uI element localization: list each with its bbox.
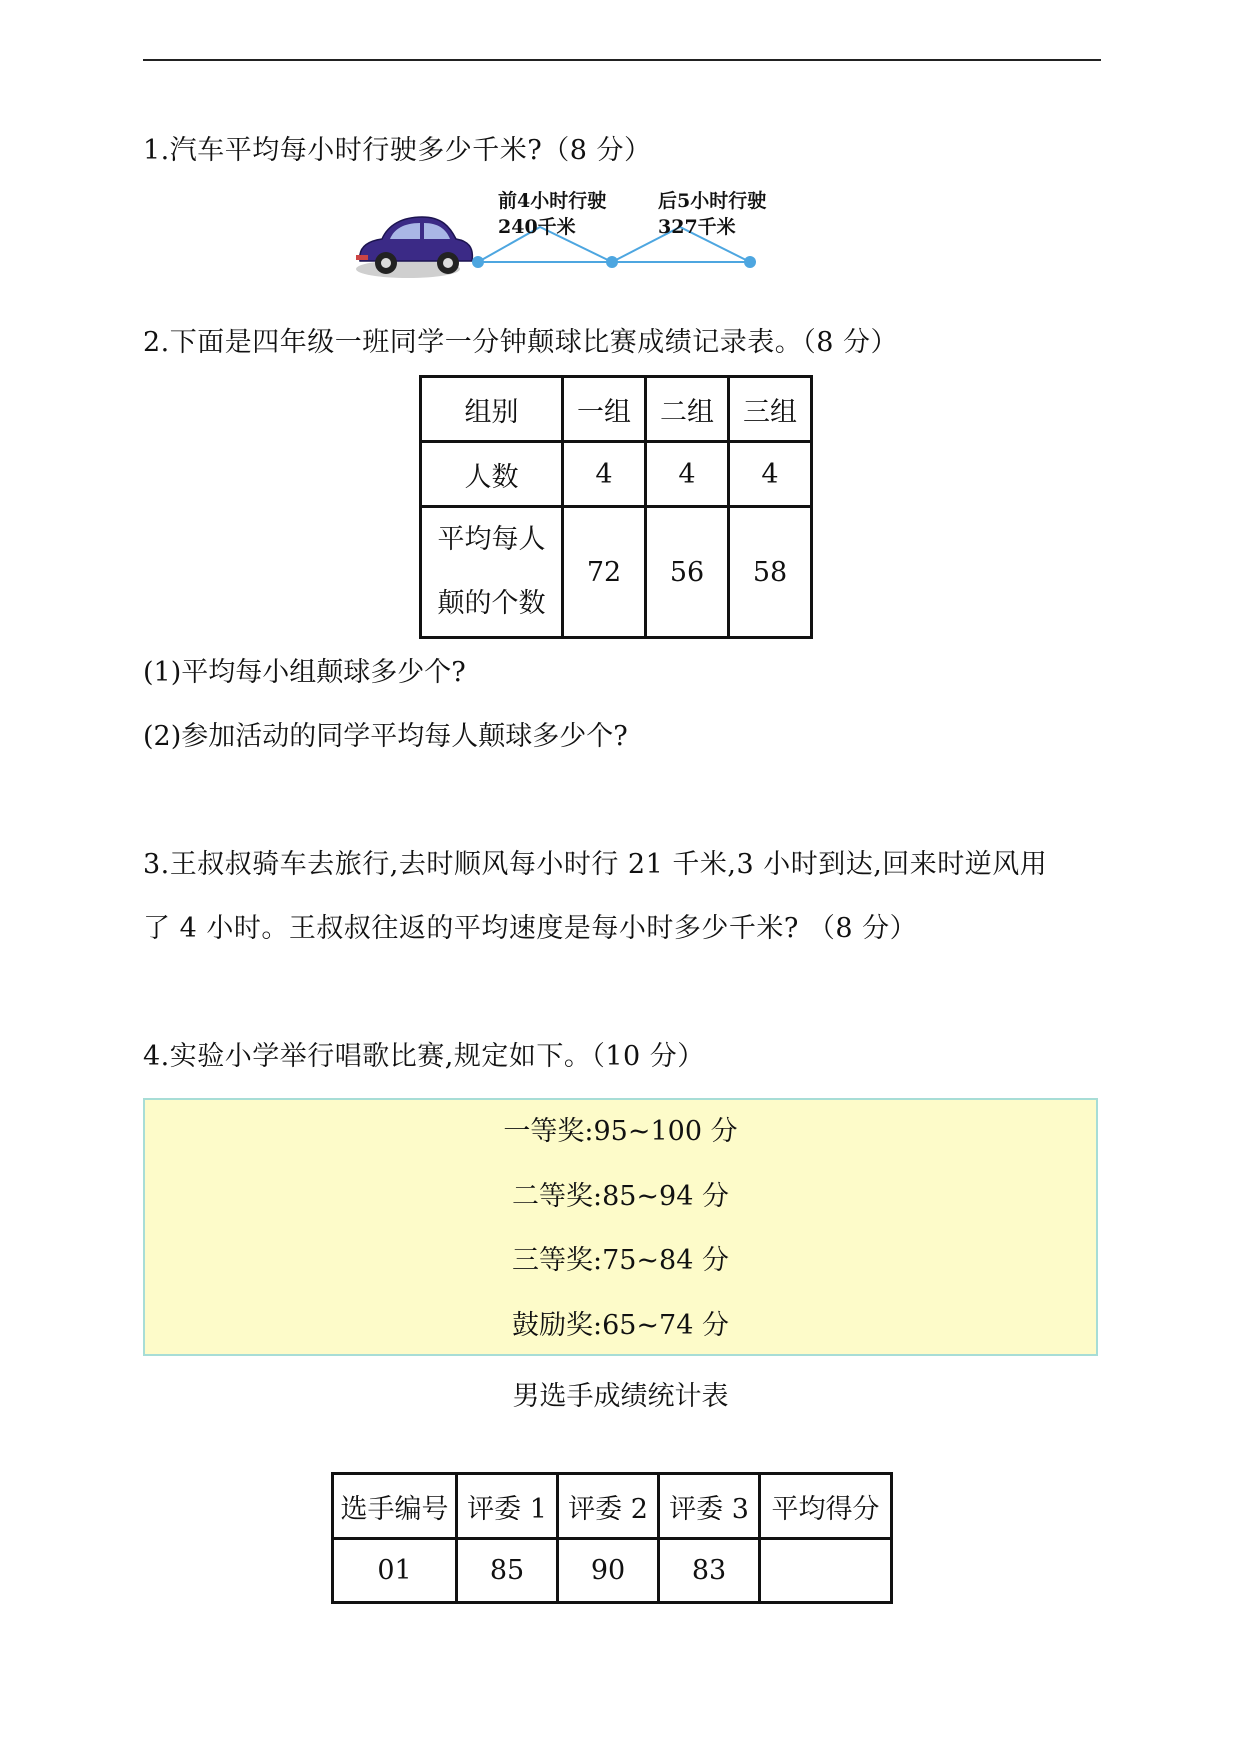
- table-row: [333, 1539, 892, 1603]
- score-table-title: 男选手成绩统计表: [512, 1381, 729, 1412]
- table-cell: [760, 1539, 892, 1603]
- juggling-table: [419, 375, 813, 639]
- table-cell: 平均得分: [760, 1474, 892, 1539]
- table-cell: [421, 507, 563, 638]
- table-cell: 58: [729, 507, 812, 638]
- table-header-row: [421, 377, 812, 442]
- table-cell: 83: [659, 1539, 760, 1603]
- table-cell: 56: [646, 507, 729, 638]
- segment2-label-line1: 后5小时行驶: [658, 190, 767, 212]
- segment1-label-line2: 240千米: [498, 216, 576, 238]
- table-header-row: [333, 1474, 892, 1539]
- table-cell: 4: [563, 442, 646, 507]
- row-label-line2: 颠的个数: [437, 588, 546, 619]
- prize-first: 一等奖:95~100 分: [503, 1116, 738, 1147]
- table-cell: 选手编号: [333, 1474, 457, 1539]
- table-cell: 90: [558, 1539, 659, 1603]
- car-icon: [356, 217, 472, 278]
- mid-point: [606, 256, 618, 268]
- table-cell: 二组: [646, 377, 729, 442]
- table-row: [421, 442, 812, 507]
- table-cell: 组别: [421, 377, 563, 442]
- segment1-label-line1: 前4小时行驶: [498, 190, 607, 212]
- table-cell: 人数: [421, 442, 563, 507]
- table-cell: 85: [457, 1539, 558, 1603]
- end-point: [744, 256, 756, 268]
- subquestion-1: (1)平均每小组颠球多少个?: [143, 657, 466, 688]
- prize-rules-box: [143, 1098, 1098, 1356]
- question-3-line2: 了 4 小时。王叔叔往返的平均速度是每小时多少千米? （8 分）: [143, 913, 918, 944]
- start-point: [472, 256, 484, 268]
- prize-encouragement: 鼓励奖:65~74 分: [511, 1310, 729, 1341]
- score-table: [331, 1472, 893, 1604]
- top-rule: [143, 59, 1101, 61]
- prize-second: 二等奖:85~94 分: [511, 1181, 729, 1212]
- segment2-label-line2: 327千米: [658, 216, 736, 238]
- table-cell: 4: [729, 442, 812, 507]
- table-cell: 一组: [563, 377, 646, 442]
- table-cell: 01: [333, 1539, 457, 1603]
- question-1: 1.汽车平均每小时行驶多少千米?（8 分）: [143, 135, 652, 166]
- row-label-line1: 平均每人: [437, 524, 546, 555]
- question-3-line1: 3.王叔叔骑车去旅行,去时顺风每小时行 21 千米,3 小时到达,回来时逆风用: [143, 849, 1048, 880]
- table-row: [421, 507, 812, 638]
- question-2: 2.下面是四年级一班同学一分钟颠球比赛成绩记录表。（8 分）: [143, 327, 899, 358]
- table-cell: 4: [646, 442, 729, 507]
- table-cell: 评委 1: [457, 1474, 558, 1539]
- table-cell: 三组: [729, 377, 812, 442]
- subquestion-2: (2)参加活动的同学平均每人颠球多少个?: [143, 721, 628, 752]
- table-cell: 评委 3: [659, 1474, 760, 1539]
- table-cell: 评委 2: [558, 1474, 659, 1539]
- table-cell: 72: [563, 507, 646, 638]
- question-4: 4.实验小学举行唱歌比赛,规定如下。（10 分）: [143, 1041, 705, 1072]
- prize-third: 三等奖:75~84 分: [511, 1245, 729, 1276]
